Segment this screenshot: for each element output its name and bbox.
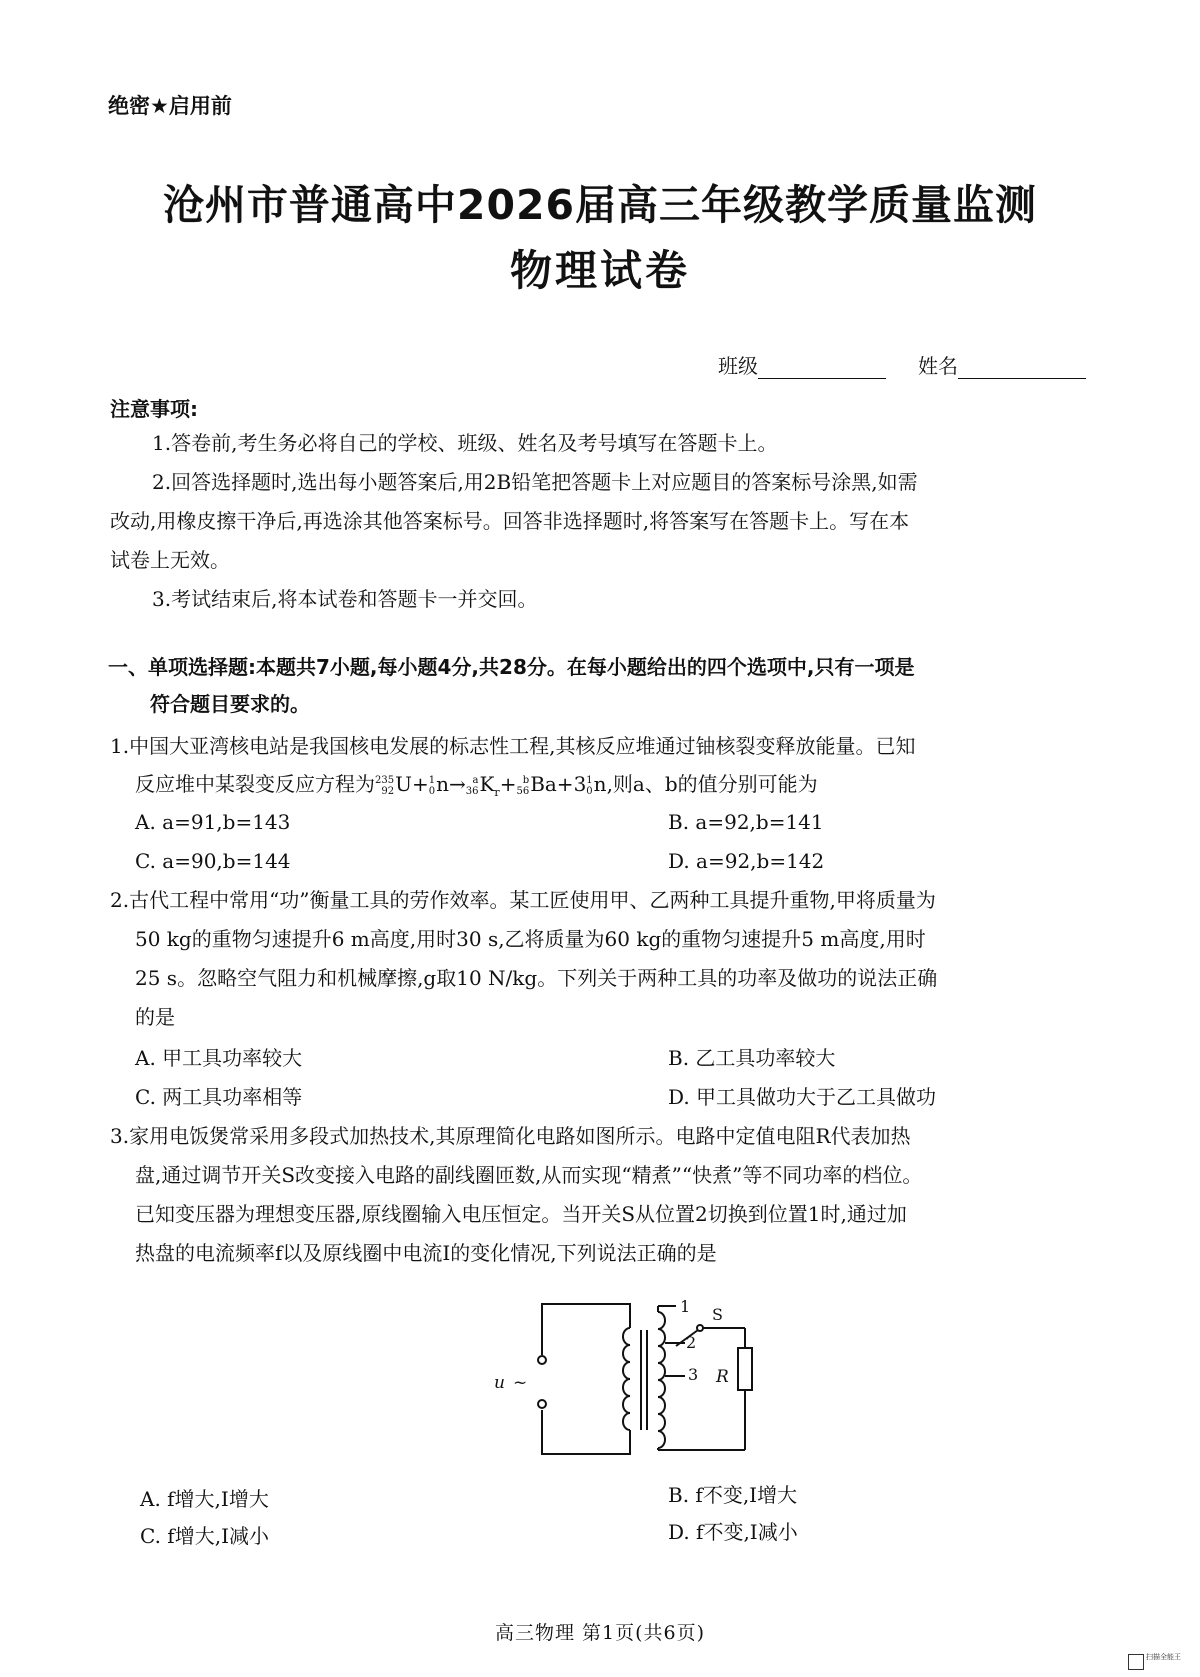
switch-label: S <box>712 1305 723 1324</box>
name-label: 姓名 <box>918 354 958 378</box>
tap-2-label: 2 <box>686 1333 697 1352</box>
u-nuclide-indices: 235 92 <box>375 774 395 797</box>
notice-item-1: 1.答卷前,考生务必将自己的学校、班级、姓名及考号填写在答题卡上。 <box>152 431 778 455</box>
q1-option-b[interactable]: B. a=92,b=141 <box>668 810 824 834</box>
q2-stem-line1: 2.古代工程中常用“功”衡量工具的劳作效率。某工匠使用甲、乙两种工具提升重物,甲将质量为 <box>110 888 936 912</box>
q1-option-a[interactable]: A. a=91,b=143 <box>135 810 291 834</box>
q3-stem-line3: 已知变压器为理想变压器,原线圈输入电压恒定。当开关S从位置2切换到位置1时,通过加 <box>135 1202 907 1226</box>
ac-symbol: ~ <box>513 1373 528 1393</box>
q2-stem-line4: 的是 <box>135 1005 175 1029</box>
section-heading: 一、单项选择题:本题共7小题,每小题4分,共28分。在每小题给出的四个选项中,只有一项是 <box>108 655 915 679</box>
notice-item-2: 2.回答选择题时,选出每小题答案后,用2B铅笔把答题卡上对应题目的答案标号涂黑,如需 <box>152 470 918 494</box>
q3-stem-line1: 3.家用电饭煲常采用多段式加热技术,其原理简化电路如图所示。电路中定值电阻R代表加热 <box>110 1124 911 1148</box>
exam-title: 沧州市普通高中2026届高三年级教学质量监测 <box>162 181 1038 229</box>
q2-option-b[interactable]: B. 乙工具功率较大 <box>668 1046 836 1070</box>
qr-code-icon <box>1128 1654 1144 1670</box>
exam-subtitle: 物理试卷 <box>509 246 690 295</box>
notice-heading: 注意事项: <box>110 397 198 421</box>
notice-item-2-cont: 改动,用橡皮擦干净后,再选涂其他答案标号。回答非选择题时,将答案写在答题卡上。写在本 <box>110 509 910 533</box>
q1-option-d[interactable]: D. a=92,b=142 <box>668 849 825 873</box>
q3-option-c[interactable]: C. f增大,I减小 <box>140 1524 269 1548</box>
q2-stem-line3: 25 s。忽略空气阻力和机械摩擦,g取10 N/kg。下列关于两种工具的功率及做功的说法正确 <box>135 966 938 990</box>
ba-nuclide-indices: b 56 <box>516 774 530 797</box>
q3-option-b[interactable]: B. f不变,I增大 <box>668 1483 798 1507</box>
resistor-label: R <box>716 1367 729 1387</box>
tap-3-label: 3 <box>688 1365 699 1384</box>
voltage-label: u <box>494 1373 505 1393</box>
n2-nuclide-indices: 1 0 <box>586 774 593 797</box>
section-heading-cont: 符合题目要求的。 <box>150 692 310 716</box>
q1-stem-line1: 1.中国大亚湾核电站是我国核电发展的标志性工程,其核反应堆通过铀核裂变释放能量。已知 <box>110 734 916 758</box>
q2-option-d[interactable]: D. 甲工具做功大于乙工具做功 <box>668 1085 937 1109</box>
q3-stem-line2: 盘,通过调节开关S改变接入电路的副线圈匝数,从而实现“精煮”“快煮”等不同功率的档位。 <box>135 1163 923 1187</box>
kr-nuclide-indices: a 36 <box>465 774 479 797</box>
q2-option-c[interactable]: C. 两工具功率相等 <box>135 1085 303 1109</box>
class-label: 班级 <box>718 354 758 378</box>
n-nuclide-indices: 1 0 <box>428 774 436 797</box>
name-blank[interactable] <box>958 358 1086 379</box>
class-blank[interactable] <box>758 358 886 379</box>
notice-item-2-end: 试卷上无效。 <box>110 548 230 572</box>
q3-option-d[interactable]: D. f不变,I减小 <box>668 1520 798 1544</box>
notice-item-3: 3.考试结束后,将本试卷和答题卡一并交回。 <box>152 587 538 611</box>
q1-option-c[interactable]: C. a=90,b=144 <box>135 849 291 873</box>
q1-stem-line2: 反应堆中某裂变反应方程为 235 92 U+ 1 0 n→ a 36 $K_r+$ b 56 Ba+3 1 0 n,则a、b的值分别可能为 <box>135 772 818 799</box>
q2-stem-line2: 50 kg的重物匀速提升6 m高度,用时30 s,乙将质量为60 kg的重物匀速提升5 m高度,用时 <box>135 927 926 951</box>
page-footer: 高三物理 第1页(共6页) <box>494 1622 706 1644</box>
student-info-fields <box>718 350 1086 379</box>
q2-option-a[interactable]: A. 甲工具功率较大 <box>135 1046 303 1070</box>
tap-1-label: 1 <box>680 1297 691 1316</box>
confidential-mark: 绝密★启用前 <box>108 94 232 118</box>
transformer-circuit-diagram <box>480 1290 760 1465</box>
q3-option-a[interactable]: A. f增大,I增大 <box>140 1487 269 1511</box>
scanner-watermark: 扫描全能王 <box>1146 1653 1181 1661</box>
q3-stem-line4: 热盘的电流频率f以及原线圈中电流I的变化情况,下列说法正确的是 <box>135 1241 717 1265</box>
